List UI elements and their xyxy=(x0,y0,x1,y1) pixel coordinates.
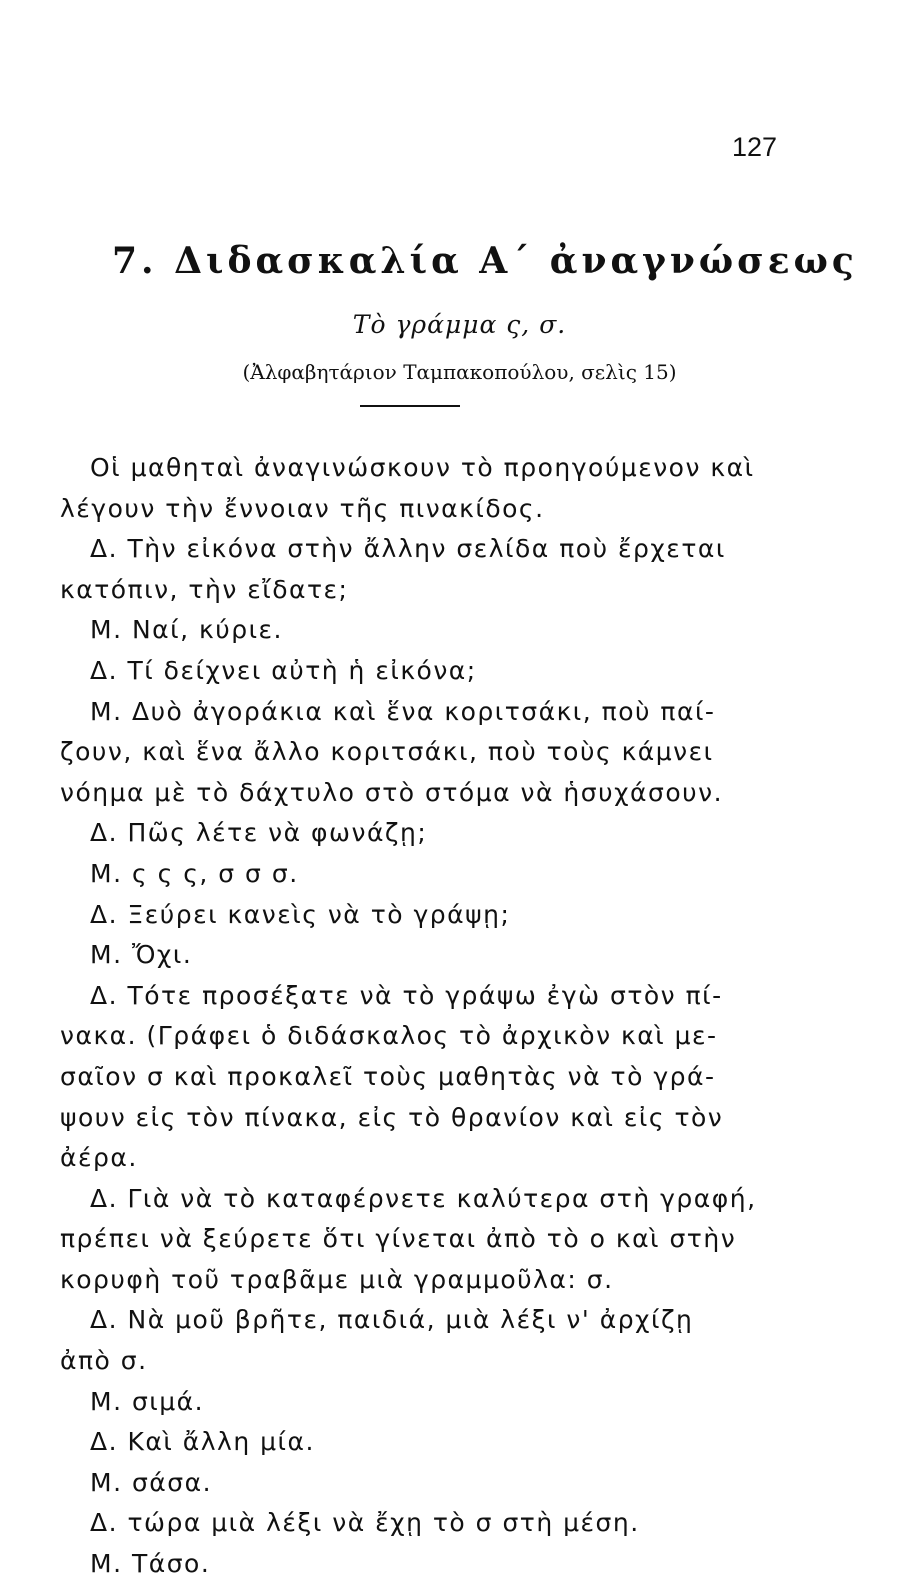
text-line: Μ. Δυὸ ἀγοράκια καὶ ἕνα κοριτσάκι, ποὺ παί- xyxy=(90,696,716,726)
text-line: Δ. Τὴν εἰκόνα στὴν ἄλλην σελίδα ποὺ ἔρχεται xyxy=(90,534,726,564)
text-line: κορυφὴ τοῦ τραβᾶμε μιὰ γραμμοῦλα: σ. xyxy=(60,1264,614,1294)
source-reference: (Ἀλφαβητάριον Ταμπακοπούλου, σελὶς 15) xyxy=(242,360,677,384)
lesson-title: 7. Διδασκαλία Α΄ ἀναγνώσεως xyxy=(112,240,858,282)
text-line: Δ. Νὰ μοῦ βρῆτε, παιδιά, μιὰ λέξι ν' ἀρχίζῃ xyxy=(90,1305,694,1335)
text-line: Μ. Ναί, κύριε. xyxy=(90,615,283,645)
text-line: σαῖον σ καὶ προκαλεῖ τοὺς μαθητὰς νὰ τὸ γρά- xyxy=(60,1061,716,1091)
text-line: ζουν, καὶ ἕνα ἄλλο κοριτσάκι, ποὺ τοὺς κάμνει xyxy=(60,737,714,767)
body-text xyxy=(60,448,796,1585)
text-line: νακα. (Γράφει ὁ διδάσκαλος τὸ ἀρχικὸν καὶ με- xyxy=(60,1021,718,1051)
text-line: πρέπει νὰ ξεύρετε ὅτι γίνεται ἀπὸ τὸ ο καὶ στὴν xyxy=(60,1224,737,1254)
divider-rule xyxy=(360,405,460,407)
text-line: Δ. Καὶ ἄλλη μία. xyxy=(90,1427,315,1457)
text-line: κατόπιν, τὴν εἴδατε; xyxy=(60,574,349,604)
text-line: Δ. Τί δείχνει αὐτὴ ἡ εἰκόνα; xyxy=(90,655,477,685)
text-line: Μ. σιμά. xyxy=(90,1386,205,1416)
text-line: Δ. Πῶς λέτε νὰ φωνάζῃ; xyxy=(90,818,428,848)
text-line: ἀέρα. xyxy=(60,1143,138,1173)
text-line: Μ. Τάσο. xyxy=(90,1549,211,1579)
text-line: νόημα μὲ τὸ δάχτυλο στὸ στόμα νὰ ἡσυχάσουν. xyxy=(60,777,724,807)
text-line: Οἱ μαθηταὶ ἀναγινώσκουν τὸ προηγούμενον καὶ xyxy=(90,453,755,482)
page-number: 127 xyxy=(732,132,778,162)
text-line: ἀπὸ σ. xyxy=(60,1346,148,1376)
text-line: Δ. Γιὰ νὰ τὸ καταφέρνετε καλύτερα στὴ γραφή, xyxy=(90,1183,757,1213)
text-line: Μ. Ὄχι. xyxy=(90,940,193,970)
text-line: Δ. Ξεύρει κανεὶς νὰ τὸ γράψῃ; xyxy=(90,899,511,929)
text-line: Δ. Τότε προσέξατε νὰ τὸ γράψω ἐγὼ στὸν πί- xyxy=(90,980,723,1010)
text-line: ψουν εἰς τὸν πίνακα, εἰς τὸ θρανίον καὶ εἰς τὸν xyxy=(60,1102,724,1132)
text-line: λέγουν τὴν ἔννοιαν τῆς πινακίδος. xyxy=(60,493,545,523)
text-line: Μ. σάσα. xyxy=(90,1467,213,1497)
text-line: Μ. ς ς ς, σ σ σ. xyxy=(90,858,299,888)
lesson-subtitle: Τὸ γράμμα ς, σ. xyxy=(352,310,567,339)
text-line: Δ. τώρα μιὰ λέξι νὰ ἔχῃ τὸ σ στὴ μέση. xyxy=(90,1508,640,1538)
